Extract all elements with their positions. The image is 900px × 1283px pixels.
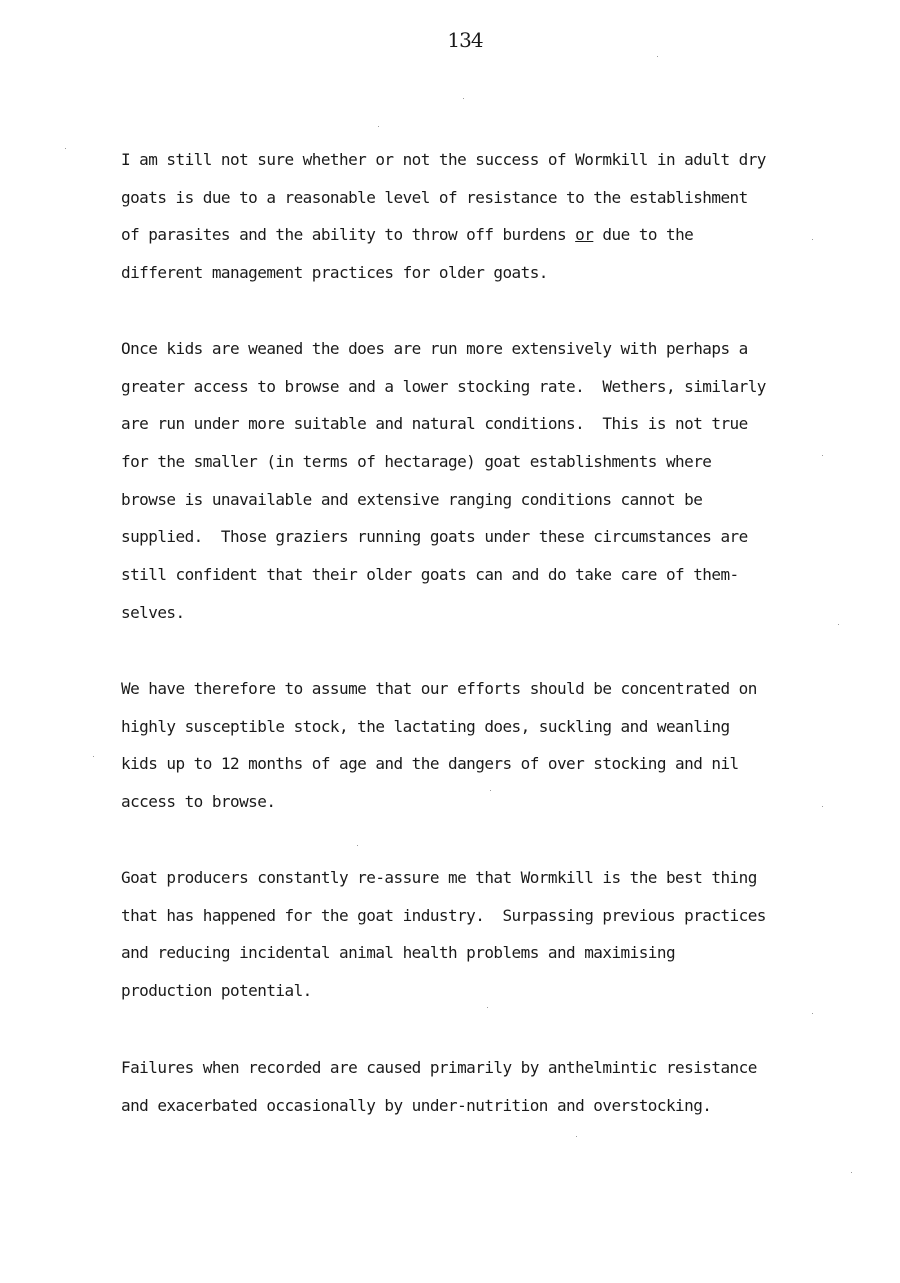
text-line: still confident that their older goats can and do take care of them- [121, 565, 739, 585]
text-line: different management practices for older goats. [121, 263, 548, 283]
text-line: We have therefore to assume that our efforts should be concentrated on [121, 679, 757, 698]
scan-speck [357, 845, 358, 846]
scan-speck [490, 790, 491, 791]
scan-speck [487, 1007, 488, 1008]
scan-speck [576, 1136, 577, 1137]
paragraph-3 [121, 670, 841, 821]
text-line [121, 216, 841, 254]
scan-speck [822, 806, 823, 807]
text-line: production potential. [121, 981, 312, 1001]
scan-speck [851, 1172, 852, 1173]
paragraph-1 [121, 141, 841, 292]
scan-speck [93, 756, 94, 757]
text-line: access to browse. [121, 792, 276, 812]
text-line: goats is due to a reasonable level of resistance to the establishment [121, 187, 748, 207]
text-line: browse is unavailable and extensive ranging conditions cannot be [121, 489, 703, 509]
scan-speck [822, 455, 823, 456]
text-segment: of parasites and the ability to throw off burdens [121, 225, 576, 245]
text-line: Once kids are weaned the does are run more extensively with perhaps a [121, 339, 748, 358]
text-line: selves. [121, 602, 185, 622]
paragraph-4 [121, 859, 841, 1010]
paragraph-5 [121, 1049, 841, 1124]
text-line: and exacerbated occasionally by under-nutrition and overstocking. [121, 1095, 712, 1115]
scan-speck [65, 148, 66, 149]
scan-speck [657, 56, 658, 57]
text-line: for the smaller (in terms of hectarage) goat establishments where [121, 452, 712, 472]
text-line: Failures when recorded are caused primarily by anthelmintic resistance [121, 1058, 757, 1077]
text-line: supplied. Those graziers running goats under these circumstances are [121, 527, 748, 547]
text-line: kids up to 12 months of age and the dangers of over stocking and nil [121, 754, 739, 774]
underlined-word: or [575, 225, 594, 245]
text-line: Goat producers constantly re-assure me that Wormkill is the best thing [121, 868, 757, 887]
scan-speck [812, 239, 813, 240]
text-line: highly susceptible stock, the lactating does, suckling and weanling [121, 716, 730, 736]
scan-speck [463, 98, 464, 99]
text-line: that has happened for the goat industry. Surpassing previous practices [121, 905, 766, 925]
scan-speck [378, 126, 379, 127]
text-line: and reducing incidental animal health problems and maximising [121, 943, 676, 963]
paragraph-2 [121, 330, 841, 632]
text-line: greater access to browse and a lower stocking rate. Wethers, similarly [121, 376, 766, 396]
scan-speck [812, 1013, 813, 1014]
text-segment: due to the [593, 225, 694, 245]
text-line: I am still not sure whether or not the success of Wormkill in adult dry [121, 150, 766, 169]
text-line: are run under more suitable and natural conditions. This is not true [121, 414, 748, 434]
scan-speck [838, 624, 839, 625]
page-number: 134 [447, 28, 483, 52]
